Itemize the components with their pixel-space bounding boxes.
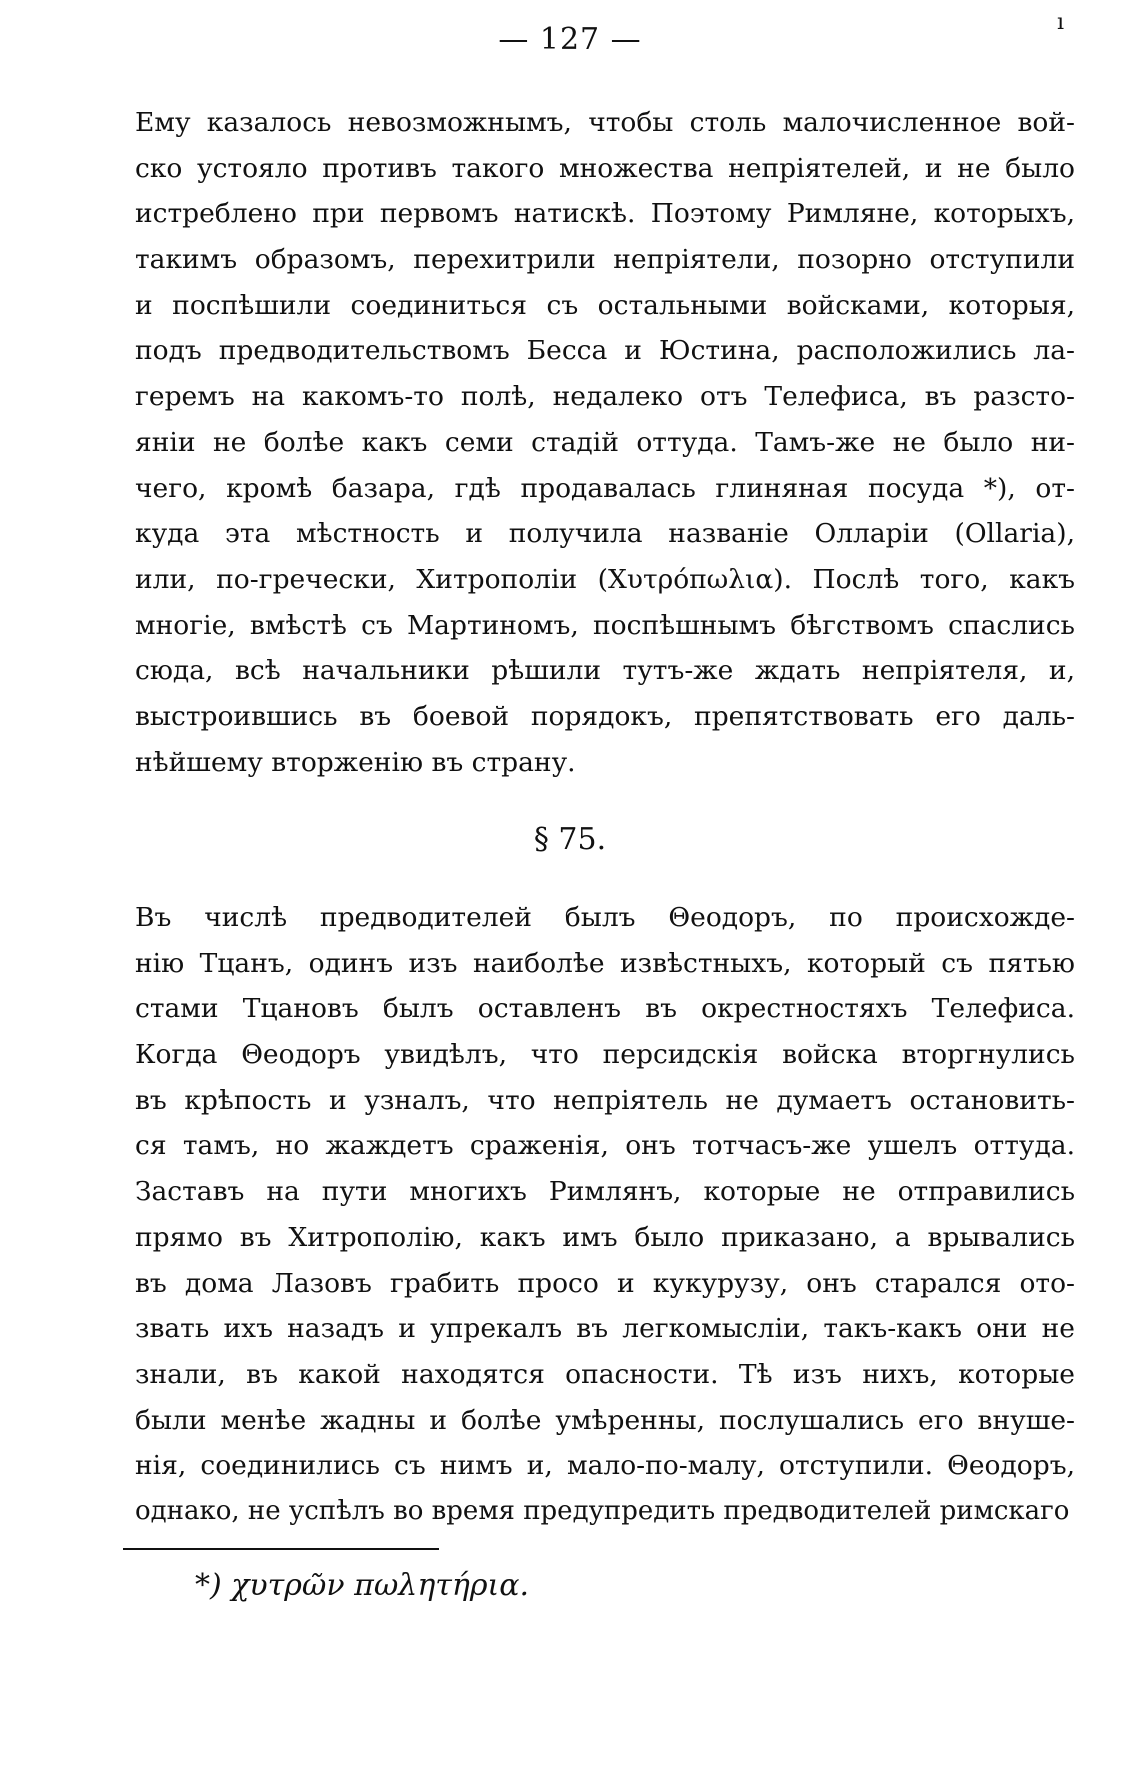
text-line: куда эта мѣстность и получила названіе Олларіи (Ollaria), (135, 518, 1075, 550)
text-line: ся тамъ, но жаждетъ сраженія, онъ тотчасъ-же ушелъ оттуда. (135, 1130, 1075, 1162)
text-line: такимъ образомъ, перехитрили непріятели, позорно отступили (135, 244, 1075, 276)
text-line: Ему казалось невозможнымъ, чтобы столь малочисленное вой- (135, 107, 1075, 138)
text-line: или, по-гречески, Хитрополіи (Χυτρόπωλια). Послѣ того, какъ (135, 563, 1075, 595)
paragraph-2 (135, 895, 1075, 1535)
text-line: нія, соединились съ нимъ и, мало-по-малу, отступили. Θеодоръ, (135, 1450, 1075, 1482)
text-line: выстроившись въ боевой порядокъ, препятствовать его даль- (135, 700, 1075, 732)
text-line: Въ числѣ предводителей былъ Θеодоръ, по происхожде- (135, 902, 1075, 933)
footnote-divider (123, 1548, 439, 1550)
text-line: знали, въ какой находятся опасности. Тѣ изъ нихъ, которые (135, 1358, 1075, 1390)
section-heading: § 75. (533, 822, 607, 857)
text-line: въ дома Лазовъ грабить просо и кукурузу, онъ старался ото- (135, 1267, 1075, 1299)
text-line: нѣйшему вторженію въ страну. (135, 746, 576, 778)
text-line: ско устояло противъ такого множества непріятелей, и не было (135, 152, 1075, 184)
text-line: истреблено при первомъ натискѣ. Поэтому Римляне, которыхъ, (135, 198, 1075, 230)
text-line: однако, не успѣлъ во время предупредить предводителей римскаго (135, 1495, 1070, 1526)
text-line: многіе, вмѣстѣ съ Мартиномъ, поспѣшнымъ бѣгствомъ спаслись (135, 609, 1075, 641)
paragraph-1 (135, 100, 1075, 785)
stray-mark: ı (1057, 10, 1065, 35)
text-line: геремъ на какомъ-то полѣ, недалеко отъ Телефиса, въ разсто- (135, 381, 1075, 413)
page-number: — 127 — (498, 22, 642, 57)
text-line: звать ихъ назадъ и упрекалъ въ легкомысліи, такъ-какъ они не (135, 1313, 1075, 1345)
text-line: Заставъ на пути многихъ Римлянъ, которые не отправились (135, 1176, 1075, 1208)
text-line: прямо въ Хитрополію, какъ имъ было приказано, а врывались (135, 1221, 1075, 1253)
text-line: были менѣе жадны и болѣе умѣренны, послушались его внуше- (135, 1404, 1075, 1436)
text-line: нію Тцанъ, одинъ изъ наиболѣе извѣстныхъ, который съ пятью (135, 947, 1075, 979)
text-line: и поспѣшили соединиться съ остальными войсками, которыя, (135, 289, 1075, 321)
text-line: въ крѣпость и узналъ, что непріятель не думаетъ остановить- (135, 1084, 1075, 1116)
text-line: сюда, всѣ начальники рѣшили тутъ-же ждать непріятеля, и, (135, 655, 1075, 687)
text-line: чего, кромѣ базара, гдѣ продавалась глиняная посуда *), от- (135, 472, 1075, 504)
text-line: подъ предводительствомъ Бесса и Юстина, расположились ла- (135, 335, 1075, 367)
text-line: стами Тцановъ былъ оставленъ въ окрестностяхъ Телефиса. (135, 993, 1075, 1025)
footnote: *) χυτρῶν πωλητήρια. (195, 1568, 530, 1603)
text-line: Когда Θеодоръ увидѣлъ, что персидскія войска вторгнулись (135, 1039, 1075, 1071)
text-line: яніи не болѣе какъ семи стадій оттуда. Тамъ-же не было ни- (135, 426, 1075, 458)
